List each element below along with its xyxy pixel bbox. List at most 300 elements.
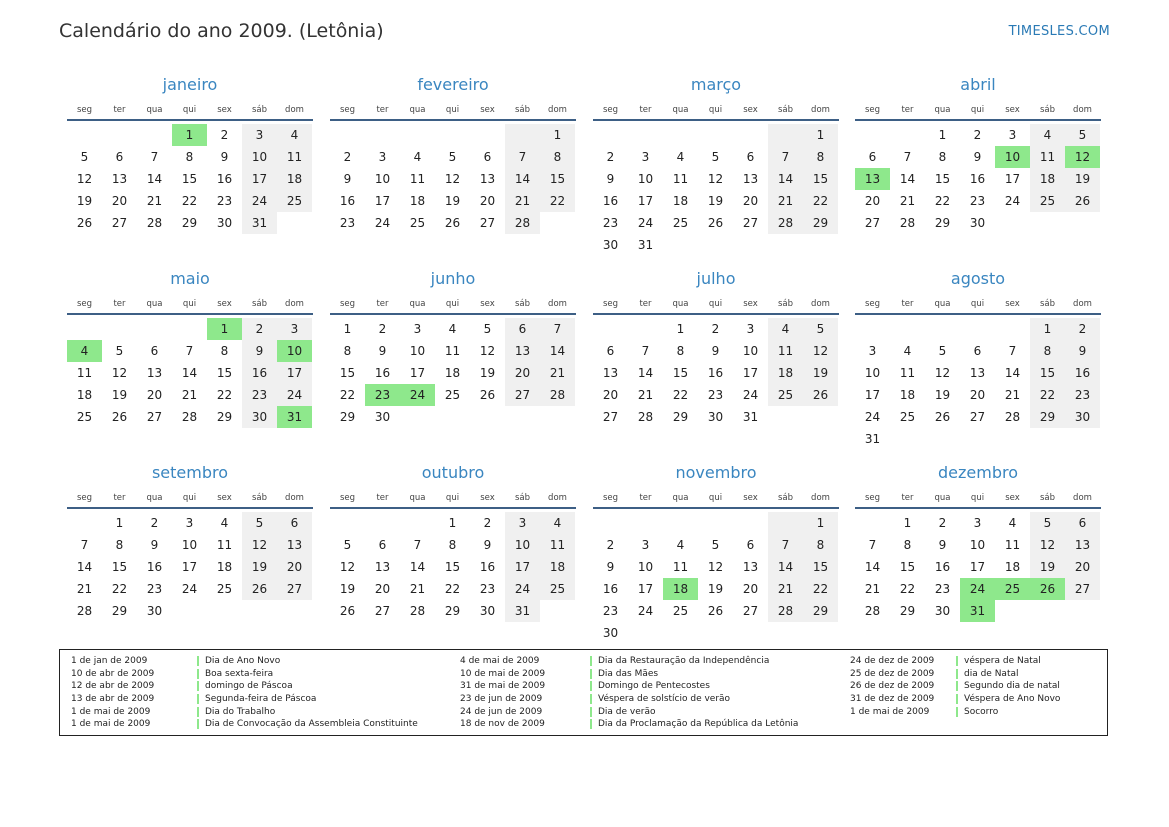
day-cell[interactable]: 19 (76, 194, 93, 208)
day-cell[interactable]: 9 (1065, 340, 1100, 362)
day-cell[interactable]: 15 (1030, 362, 1065, 384)
day-cell[interactable]: 20 (146, 388, 163, 402)
day-cell[interactable]: 6 (505, 318, 540, 340)
day-cell[interactable]: 4 (1030, 124, 1065, 146)
day-cell[interactable]: 29 (111, 604, 128, 618)
day-cell[interactable]: 10 (637, 172, 654, 186)
day-cell[interactable]: 4 (413, 150, 422, 164)
day-cell[interactable]: 4 (67, 340, 102, 362)
day-cell[interactable]: 20 (864, 194, 881, 208)
day-cell[interactable]: 10 (969, 538, 986, 552)
day-cell[interactable]: 22 (899, 582, 916, 596)
day-cell[interactable]: 14 (637, 366, 654, 380)
day-cell[interactable]: 27 (1065, 578, 1100, 600)
day-cell[interactable]: 6 (277, 512, 312, 534)
day-cell[interactable]: 6 (483, 150, 492, 164)
day-cell[interactable]: 3 (973, 516, 982, 530)
day-cell[interactable]: 26 (1065, 190, 1100, 212)
day-cell[interactable]: 7 (413, 538, 422, 552)
day-cell[interactable]: 4 (448, 322, 457, 336)
day-cell[interactable]: 10 (242, 146, 277, 168)
day-cell[interactable]: 24 (960, 578, 995, 600)
day-cell[interactable]: 8 (903, 538, 912, 552)
day-cell[interactable]: 24 (374, 216, 391, 230)
day-cell[interactable]: 12 (76, 172, 93, 186)
day-cell[interactable]: 7 (641, 344, 650, 358)
day-cell[interactable]: 17 (242, 168, 277, 190)
day-cell[interactable]: 16 (934, 560, 951, 574)
day-cell[interactable]: 26 (803, 384, 838, 406)
day-cell[interactable]: 10 (374, 172, 391, 186)
day-cell[interactable]: 21 (181, 388, 198, 402)
day-cell[interactable]: 6 (1065, 512, 1100, 534)
day-cell[interactable]: 14 (768, 556, 803, 578)
day-cell[interactable]: 26 (1030, 578, 1065, 600)
day-cell[interactable]: 9 (973, 150, 982, 164)
day-cell[interactable]: 4 (540, 512, 575, 534)
day-cell[interactable]: 16 (479, 560, 496, 574)
day-cell[interactable]: 29 (899, 604, 916, 618)
day-cell[interactable]: 24 (1004, 194, 1021, 208)
day-cell[interactable]: 16 (969, 172, 986, 186)
day-cell[interactable]: 29 (339, 410, 356, 424)
day-cell[interactable]: 30 (707, 410, 724, 424)
day-cell[interactable]: 18 (1004, 560, 1021, 574)
day-cell[interactable]: 9 (938, 538, 947, 552)
day-cell[interactable]: 10 (277, 340, 312, 362)
day-cell[interactable]: 14 (540, 340, 575, 362)
day-cell[interactable]: 1 (207, 318, 242, 340)
day-cell[interactable]: 5 (483, 322, 492, 336)
day-cell[interactable]: 7 (80, 538, 89, 552)
day-cell[interactable]: 21 (146, 194, 163, 208)
day-cell[interactable]: 25 (672, 216, 689, 230)
day-cell[interactable]: 7 (768, 146, 803, 168)
day-cell[interactable]: 19 (707, 194, 724, 208)
day-cell[interactable]: 14 (768, 168, 803, 190)
day-cell[interactable]: 24 (637, 604, 654, 618)
day-cell[interactable]: 15 (803, 168, 838, 190)
day-cell[interactable]: 23 (242, 384, 277, 406)
day-cell[interactable]: 3 (641, 150, 650, 164)
day-cell[interactable]: 23 (707, 388, 724, 402)
day-cell[interactable]: 6 (868, 150, 877, 164)
day-cell[interactable]: 30 (374, 410, 391, 424)
day-cell[interactable]: 13 (602, 366, 619, 380)
day-cell[interactable]: 12 (934, 366, 951, 380)
day-cell[interactable]: 31 (242, 212, 277, 234)
day-cell[interactable]: 2 (973, 128, 982, 142)
day-cell[interactable]: 20 (505, 362, 540, 384)
day-cell[interactable]: 25 (672, 604, 689, 618)
day-cell[interactable]: 12 (707, 172, 724, 186)
day-cell[interactable]: 27 (146, 410, 163, 424)
day-cell[interactable]: 4 (676, 150, 685, 164)
day-cell[interactable]: 17 (969, 560, 986, 574)
day-cell[interactable]: 20 (602, 388, 619, 402)
day-cell[interactable]: 19 (1030, 556, 1065, 578)
day-cell[interactable]: 12 (803, 340, 838, 362)
day-cell[interactable]: 6 (746, 538, 755, 552)
day-cell[interactable]: 10 (409, 344, 426, 358)
day-cell[interactable]: 6 (115, 150, 124, 164)
day-cell[interactable]: 24 (864, 410, 881, 424)
day-cell[interactable]: 13 (1065, 534, 1100, 556)
day-cell[interactable]: 8 (803, 146, 838, 168)
day-cell[interactable]: 21 (76, 582, 93, 596)
day-cell[interactable]: 29 (803, 600, 838, 622)
day-cell[interactable]: 28 (768, 600, 803, 622)
day-cell[interactable]: 1 (115, 516, 124, 530)
day-cell[interactable]: 9 (220, 150, 229, 164)
day-cell[interactable]: 31 (960, 600, 995, 622)
day-cell[interactable]: 31 (277, 406, 312, 428)
day-cell[interactable]: 17 (1004, 172, 1021, 186)
day-cell[interactable]: 19 (339, 582, 356, 596)
day-cell[interactable]: 6 (606, 344, 615, 358)
day-cell[interactable]: 14 (409, 560, 426, 574)
day-cell[interactable]: 12 (444, 172, 461, 186)
day-cell[interactable]: 15 (339, 366, 356, 380)
day-cell[interactable]: 18 (1030, 168, 1065, 190)
day-cell[interactable]: 29 (216, 410, 233, 424)
day-cell[interactable]: 17 (864, 388, 881, 402)
day-cell[interactable]: 18 (409, 194, 426, 208)
day-cell[interactable]: 17 (374, 194, 391, 208)
day-cell[interactable]: 7 (868, 538, 877, 552)
day-cell[interactable]: 2 (938, 516, 947, 530)
day-cell[interactable]: 2 (150, 516, 159, 530)
day-cell[interactable]: 22 (339, 388, 356, 402)
day-cell[interactable]: 12 (111, 366, 128, 380)
day-cell[interactable]: 21 (637, 388, 654, 402)
day-cell[interactable]: 19 (444, 194, 461, 208)
day-cell[interactable]: 27 (111, 216, 128, 230)
day-cell[interactable]: 9 (378, 344, 387, 358)
day-cell[interactable]: 18 (444, 366, 461, 380)
day-cell[interactable]: 25 (444, 388, 461, 402)
day-cell[interactable]: 5 (448, 150, 457, 164)
day-cell[interactable]: 2 (1065, 318, 1100, 340)
day-cell[interactable]: 16 (146, 560, 163, 574)
day-cell[interactable]: 1 (448, 516, 457, 530)
day-cell[interactable]: 11 (76, 366, 93, 380)
day-cell[interactable]: 29 (181, 216, 198, 230)
day-cell[interactable]: 13 (505, 340, 540, 362)
day-cell[interactable]: 24 (637, 216, 654, 230)
day-cell[interactable]: 11 (216, 538, 233, 552)
day-cell[interactable]: 9 (343, 172, 352, 186)
day-cell[interactable]: 21 (899, 194, 916, 208)
day-cell[interactable]: 5 (242, 512, 277, 534)
day-cell[interactable]: 18 (216, 560, 233, 574)
day-cell[interactable]: 20 (742, 582, 759, 596)
day-cell[interactable]: 31 (505, 600, 540, 622)
day-cell[interactable]: 17 (637, 582, 654, 596)
day-cell[interactable]: 9 (606, 172, 615, 186)
day-cell[interactable]: 3 (505, 512, 540, 534)
day-cell[interactable]: 1 (803, 512, 838, 534)
day-cell[interactable]: 25 (277, 190, 312, 212)
day-cell[interactable]: 25 (995, 578, 1030, 600)
day-cell[interactable]: 30 (216, 216, 233, 230)
day-cell[interactable]: 1 (343, 322, 352, 336)
day-cell[interactable]: 5 (938, 344, 947, 358)
day-cell[interactable]: 28 (181, 410, 198, 424)
day-cell[interactable]: 31 (864, 432, 881, 446)
day-cell[interactable]: 8 (115, 538, 124, 552)
day-cell[interactable]: 1 (540, 124, 575, 146)
day-cell[interactable]: 24 (505, 578, 540, 600)
day-cell[interactable]: 3 (242, 124, 277, 146)
day-cell[interactable]: 19 (242, 556, 277, 578)
day-cell[interactable]: 7 (1008, 344, 1017, 358)
day-cell[interactable]: 6 (973, 344, 982, 358)
day-cell[interactable]: 11 (672, 172, 689, 186)
day-cell[interactable]: 3 (378, 150, 387, 164)
day-cell[interactable]: 26 (76, 216, 93, 230)
day-cell[interactable]: 12 (479, 344, 496, 358)
day-cell[interactable]: 2 (606, 150, 615, 164)
day-cell[interactable]: 22 (181, 194, 198, 208)
day-cell[interactable]: 31 (637, 238, 654, 252)
day-cell[interactable]: 30 (969, 216, 986, 230)
day-cell[interactable]: 8 (185, 150, 194, 164)
day-cell[interactable]: 27 (374, 604, 391, 618)
day-cell[interactable]: 13 (742, 560, 759, 574)
day-cell[interactable]: 11 (277, 146, 312, 168)
day-cell[interactable]: 18 (663, 578, 698, 600)
day-cell[interactable]: 21 (864, 582, 881, 596)
day-cell[interactable]: 21 (505, 190, 540, 212)
day-cell[interactable]: 9 (150, 538, 159, 552)
day-cell[interactable]: 23 (479, 582, 496, 596)
day-cell[interactable]: 28 (540, 384, 575, 406)
day-cell[interactable]: 31 (742, 410, 759, 424)
day-cell[interactable]: 12 (1030, 534, 1065, 556)
day-cell[interactable]: 5 (1065, 124, 1100, 146)
day-cell[interactable]: 11 (1004, 538, 1021, 552)
day-cell[interactable]: 23 (602, 604, 619, 618)
day-cell[interactable]: 29 (934, 216, 951, 230)
day-cell[interactable]: 13 (969, 366, 986, 380)
day-cell[interactable]: 29 (444, 604, 461, 618)
day-cell[interactable]: 27 (479, 216, 496, 230)
day-cell[interactable]: 29 (1030, 406, 1065, 428)
day-cell[interactable]: 22 (803, 578, 838, 600)
day-cell[interactable]: 5 (803, 318, 838, 340)
day-cell[interactable]: 18 (672, 194, 689, 208)
day-cell[interactable]: 22 (111, 582, 128, 596)
day-cell[interactable]: 5 (711, 538, 720, 552)
day-cell[interactable]: 29 (803, 212, 838, 234)
day-cell[interactable]: 3 (413, 322, 422, 336)
day-cell[interactable]: 4 (903, 344, 912, 358)
day-cell[interactable]: 26 (339, 604, 356, 618)
day-cell[interactable]: 18 (899, 388, 916, 402)
day-cell[interactable]: 7 (540, 318, 575, 340)
day-cell[interactable]: 18 (277, 168, 312, 190)
day-cell[interactable]: 23 (365, 384, 400, 406)
day-cell[interactable]: 10 (742, 344, 759, 358)
day-cell[interactable]: 15 (216, 366, 233, 380)
day-cell[interactable]: 11 (899, 366, 916, 380)
day-cell[interactable]: 6 (746, 150, 755, 164)
day-cell[interactable]: 16 (1065, 362, 1100, 384)
day-cell[interactable]: 22 (216, 388, 233, 402)
day-cell[interactable]: 24 (400, 384, 435, 406)
day-cell[interactable]: 25 (768, 384, 803, 406)
day-cell[interactable]: 23 (1065, 384, 1100, 406)
day-cell[interactable]: 16 (602, 582, 619, 596)
day-cell[interactable]: 15 (540, 168, 575, 190)
day-cell[interactable]: 27 (742, 216, 759, 230)
day-cell[interactable]: 2 (711, 322, 720, 336)
day-cell[interactable]: 15 (181, 172, 198, 186)
day-cell[interactable]: 3 (185, 516, 194, 530)
day-cell[interactable]: 23 (934, 582, 951, 596)
day-cell[interactable]: 26 (707, 604, 724, 618)
day-cell[interactable]: 22 (672, 388, 689, 402)
site-link[interactable]: TIMESLES.COM (1008, 24, 1110, 39)
day-cell[interactable]: 1 (172, 124, 207, 146)
day-cell[interactable]: 22 (540, 190, 575, 212)
day-cell[interactable]: 20 (111, 194, 128, 208)
day-cell[interactable]: 2 (242, 318, 277, 340)
day-cell[interactable]: 15 (111, 560, 128, 574)
day-cell[interactable]: 10 (181, 538, 198, 552)
day-cell[interactable]: 23 (146, 582, 163, 596)
day-cell[interactable]: 1 (903, 516, 912, 530)
day-cell[interactable]: 13 (146, 366, 163, 380)
day-cell[interactable]: 14 (505, 168, 540, 190)
day-cell[interactable]: 17 (742, 366, 759, 380)
day-cell[interactable]: 8 (803, 534, 838, 556)
day-cell[interactable]: 5 (115, 344, 124, 358)
day-cell[interactable]: 3 (641, 538, 650, 552)
day-cell[interactable]: 21 (1004, 388, 1021, 402)
day-cell[interactable]: 21 (768, 578, 803, 600)
day-cell[interactable]: 4 (676, 538, 685, 552)
day-cell[interactable]: 2 (343, 150, 352, 164)
day-cell[interactable]: 25 (409, 216, 426, 230)
day-cell[interactable]: 15 (444, 560, 461, 574)
day-cell[interactable]: 16 (339, 194, 356, 208)
day-cell[interactable]: 20 (374, 582, 391, 596)
day-cell[interactable]: 13 (277, 534, 312, 556)
day-cell[interactable]: 16 (374, 366, 391, 380)
day-cell[interactable]: 27 (602, 410, 619, 424)
day-cell[interactable]: 20 (1065, 556, 1100, 578)
day-cell[interactable]: 11 (540, 534, 575, 556)
day-cell[interactable]: 17 (637, 194, 654, 208)
day-cell[interactable]: 18 (540, 556, 575, 578)
day-cell[interactable]: 20 (479, 194, 496, 208)
day-cell[interactable]: 4 (768, 318, 803, 340)
day-cell[interactable]: 11 (409, 172, 426, 186)
day-cell[interactable]: 26 (707, 216, 724, 230)
day-cell[interactable]: 8 (1030, 340, 1065, 362)
day-cell[interactable]: 13 (374, 560, 391, 574)
day-cell[interactable]: 28 (76, 604, 93, 618)
day-cell[interactable]: 27 (864, 216, 881, 230)
day-cell[interactable]: 28 (146, 216, 163, 230)
day-cell[interactable]: 30 (479, 604, 496, 618)
day-cell[interactable]: 19 (803, 362, 838, 384)
day-cell[interactable]: 2 (378, 322, 387, 336)
day-cell[interactable]: 25 (76, 410, 93, 424)
day-cell[interactable]: 20 (277, 556, 312, 578)
day-cell[interactable]: 3 (868, 344, 877, 358)
day-cell[interactable]: 17 (409, 366, 426, 380)
day-cell[interactable]: 7 (150, 150, 159, 164)
day-cell[interactable]: 28 (768, 212, 803, 234)
day-cell[interactable]: 28 (899, 216, 916, 230)
day-cell[interactable]: 23 (216, 194, 233, 208)
day-cell[interactable]: 28 (1004, 410, 1021, 424)
day-cell[interactable]: 7 (505, 146, 540, 168)
day-cell[interactable]: 28 (637, 410, 654, 424)
day-cell[interactable]: 13 (855, 168, 890, 190)
day-cell[interactable]: 8 (343, 344, 352, 358)
day-cell[interactable]: 19 (707, 582, 724, 596)
day-cell[interactable]: 24 (181, 582, 198, 596)
day-cell[interactable]: 16 (242, 362, 277, 384)
day-cell[interactable]: 22 (444, 582, 461, 596)
day-cell[interactable]: 7 (768, 534, 803, 556)
day-cell[interactable]: 3 (1008, 128, 1017, 142)
day-cell[interactable]: 21 (768, 190, 803, 212)
day-cell[interactable]: 11 (672, 560, 689, 574)
day-cell[interactable]: 26 (111, 410, 128, 424)
day-cell[interactable]: 16 (602, 194, 619, 208)
day-cell[interactable]: 10 (505, 534, 540, 556)
day-cell[interactable]: 2 (606, 538, 615, 552)
day-cell[interactable]: 4 (1008, 516, 1017, 530)
day-cell[interactable]: 20 (742, 194, 759, 208)
day-cell[interactable]: 16 (707, 366, 724, 380)
day-cell[interactable]: 30 (146, 604, 163, 618)
day-cell[interactable]: 23 (602, 216, 619, 230)
day-cell[interactable]: 9 (606, 560, 615, 574)
day-cell[interactable]: 10 (995, 146, 1030, 168)
day-cell[interactable]: 14 (864, 560, 881, 574)
day-cell[interactable]: 30 (602, 626, 619, 640)
day-cell[interactable]: 12 (707, 560, 724, 574)
day-cell[interactable]: 26 (479, 388, 496, 402)
day-cell[interactable]: 22 (1030, 384, 1065, 406)
day-cell[interactable]: 4 (220, 516, 229, 530)
day-cell[interactable]: 30 (602, 238, 619, 252)
day-cell[interactable]: 24 (242, 190, 277, 212)
day-cell[interactable]: 5 (80, 150, 89, 164)
day-cell[interactable]: 22 (934, 194, 951, 208)
day-cell[interactable]: 1 (676, 322, 685, 336)
day-cell[interactable]: 12 (242, 534, 277, 556)
day-cell[interactable]: 15 (899, 560, 916, 574)
day-cell[interactable]: 27 (969, 410, 986, 424)
day-cell[interactable]: 1 (803, 124, 838, 146)
day-cell[interactable]: 14 (181, 366, 198, 380)
day-cell[interactable]: 21 (540, 362, 575, 384)
day-cell[interactable]: 8 (220, 344, 229, 358)
day-cell[interactable]: 2 (220, 128, 229, 142)
day-cell[interactable]: 15 (672, 366, 689, 380)
day-cell[interactable]: 18 (768, 362, 803, 384)
day-cell[interactable]: 11 (1030, 146, 1065, 168)
day-cell[interactable]: 5 (711, 150, 720, 164)
day-cell[interactable]: 12 (339, 560, 356, 574)
